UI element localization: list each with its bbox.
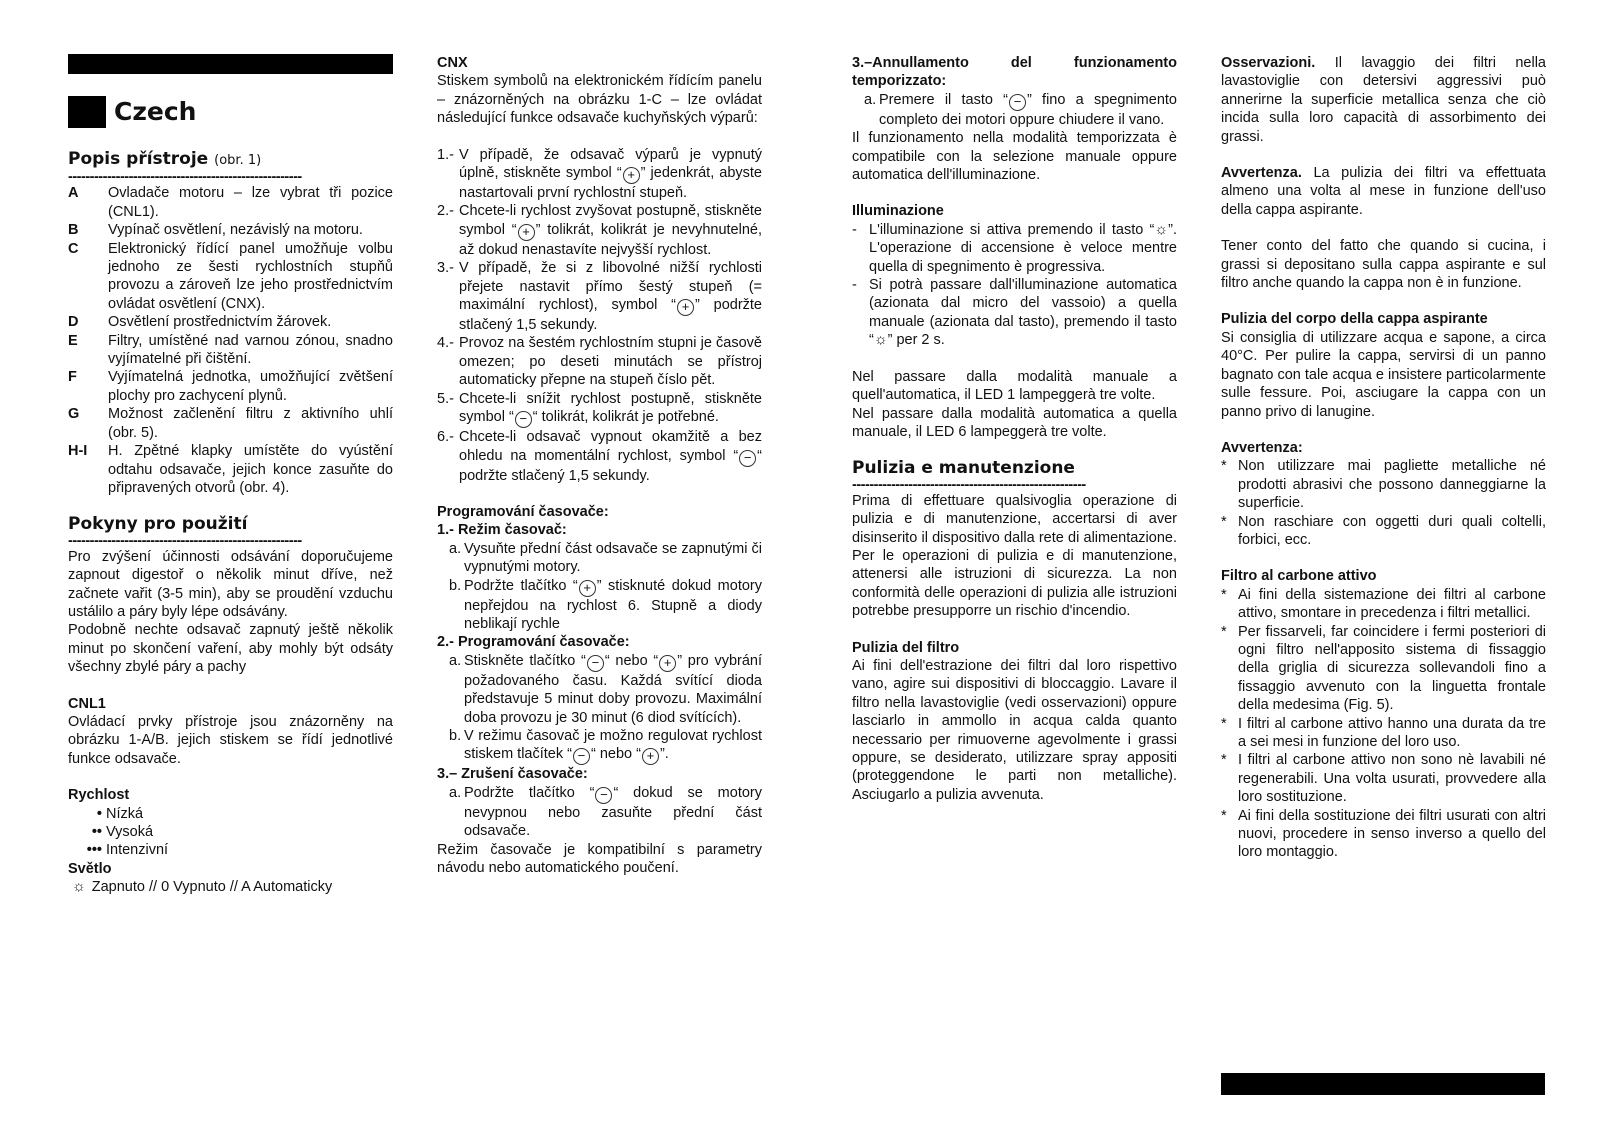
subheading-prog2: 2.- Programování časovače: <box>437 634 630 651</box>
paragraph: Nel passare dalla modalità manuale a quell'automatica, il LED 1 lampeggerà tre volte. <box>852 368 1177 404</box>
language-marker <box>68 96 106 128</box>
carbon-filter-item <box>1221 715 1546 752</box>
definition-text: Možnost začlenění filtru z aktivního uhlí (obr. 5). <box>108 406 393 441</box>
paragraph: Podobně nechte odsavač zapnutý ještě několik minut po skončení vaření, aby mohly být odsáty všechny zbylé páry a pachy <box>68 622 393 676</box>
speed-list <box>68 805 393 860</box>
paragraph: Osservazioni. Il lavaggio dei filtri nella lavastoviglie con detersivi aggressivi può annerirne la superficie metallica senza che ciò incida sulla loro capacità di assorbimento dei grassi. <box>1221 55 1547 145</box>
list-item: a. Vysuňte přední část odsavače se zapnutými či vypnutými motory. <box>449 540 762 576</box>
plus-icon: + <box>579 580 596 597</box>
subheading-corpo: Pulizia del corpo della cappa aspirante <box>1221 311 1488 328</box>
list-text: I filtri al carbone attivo non sono nè lavabili né regenerabili. Una volta usurati, provvedere alla loro sostituzione. <box>1238 752 1546 806</box>
definition-key: C <box>68 240 79 257</box>
list-item: b. Podržte tlačítko “ + ” stisknuté dokud motory nepřejdou na rychlost 6. Stupně a diody neblikají rychle <box>449 577 762 632</box>
subheading-rezim: 1.- Režim časovač: <box>437 522 567 539</box>
speed-dots: ••• <box>86 842 102 859</box>
paragraph: Prima di effettuare qualsivoglia operazione di pulizia e di manutenzione, accertarsi di aver disinserito il dispositivo dalla rete di alimentazione. Per le operazioni di pulizia e di manutenzione, attenersi alle istruzioni di sicurezza. La non conformità delle operazioni di pulizia alle istruzioni potrebbe presupporre un rischio d'incendio. <box>852 492 1177 620</box>
carbon-filter-item <box>1221 586 1546 623</box>
speed-item <box>68 841 393 859</box>
minus-icon: − <box>573 748 590 765</box>
definition-item <box>68 313 393 331</box>
list-text: Non utilizzare mai pagliette metalliche né prodotti abrasivi che possono danneggiarne la superficie. <box>1238 458 1546 512</box>
divider: ------------------------------------------------------ <box>68 170 302 185</box>
speed-label: Vysoká <box>106 824 154 840</box>
sun-icon: ☼ <box>1154 220 1169 238</box>
paragraph: Si consiglia di utilizzare acqua e sapone, a circa 40°C. Per pulire la cappa, servirsi di un panno bagnato con tale acqua e insistere particolarmente sulle fessure. Poi, asciugare la cappa con un panno privo di lanugine. <box>1221 329 1546 420</box>
language-title-row <box>68 96 393 128</box>
paragraph: Pro zvýšení účinnosti odsávání doporučujeme zapnout digestoř o několik minut dříve, než začnete vařit (3-5 min), aby se proudění vzduchu ustálilo a páry byly lépe odsávány. <box>68 548 393 620</box>
definition-key: E <box>68 332 78 349</box>
definition-key: F <box>68 369 77 386</box>
cnx-step <box>437 146 762 203</box>
language-title: Czech <box>114 96 197 126</box>
warning-list <box>1221 457 1546 549</box>
step-text: Chcete-li odsavač vypnout okamžitě a bez ohledu na momentální rychlost, symbol “ − “ podržte stlačený 1,5 sekundy. <box>459 429 762 484</box>
paragraph: Tener conto del fatto che quando si cucina, i grassi si depositano sulla cappa aspirante e sul filtro anche quando la cappa non è in funzione. <box>1221 238 1546 292</box>
list-text: Per fissarveli, far coincidere i fermi posteriori di ogni filtro nell'apposito sistema di fissaggio della griglia di sicurezza sollevandoli fino a fissaggio avvenuto con la linguetta frontale della medesima (Fig. 5). <box>1238 623 1546 714</box>
list-item: - L'illuminazione si attiva premendo il tasto “☼”. L'operazione di accensione è veloce mentre quella di spegnimento è progressiva. <box>852 220 1177 275</box>
paragraph: Ovládací prvky přístroje jsou znázorněny na obrázku 1-A/B. jejich stiskem se řídí jednotlivé funkce odsavače. <box>68 713 393 767</box>
subheading-annullamento: 3.–Annullamento del funzionamento temporizzato: <box>852 55 1177 90</box>
definition-list <box>68 184 393 497</box>
light-legend <box>68 878 393 896</box>
subheading-pulizia-filtro: Pulizia del filtro <box>852 639 960 656</box>
definition-text: H. Zpětné klapky umístěte do vyústění odtahu odsavače, jejich konce zasuňte do připravených otvorů (obr. 4). <box>108 443 393 496</box>
definition-item <box>68 240 393 314</box>
cnx-step <box>437 259 762 334</box>
list-text: Non raschiare con oggetti duri quali coltelli, forbici, ecc. <box>1238 513 1546 548</box>
definition-item <box>68 332 393 369</box>
subheading-avvertenza: Avvertenza: <box>1221 439 1303 456</box>
cnx-step <box>437 390 762 428</box>
carbon-filter-item <box>1221 751 1546 806</box>
divider: ------------------------------------------------------ <box>68 533 302 548</box>
definition-item <box>68 368 393 405</box>
subheading-zruseni: 3.– Zrušení časovače: <box>437 766 588 783</box>
bullet-mark: * <box>1221 586 1227 603</box>
cnx-step <box>437 334 762 389</box>
subheading-cnx: CNX <box>437 55 468 71</box>
sun-icon: ☼ <box>873 331 888 349</box>
cnx-step <box>437 202 762 259</box>
paragraph: Ai fini dell'estrazione dei filtri dal loro rispettivo vano, agire sui dispositivi di bloccaggio. Lavare il filtro nella lavastoviglie (vedi osservazioni) oppure lasciarlo in ammollo in acqua calda quanto necessario per rimuoverne agevolmente i grassi oppure, se desiderato, utilizzare spray appositi (proteggendone le parti non metalliche). Asciugarlo a pulizia avvenuta. <box>852 657 1177 803</box>
definition-text: Osvětlení prostřednictvím žárovek. <box>108 314 332 331</box>
bullet-mark: * <box>1221 458 1227 475</box>
minus-icon: − <box>515 411 532 428</box>
minus-icon: − <box>739 450 756 467</box>
bullet-mark: * <box>1221 623 1227 640</box>
plus-icon: + <box>642 748 659 765</box>
subheading-programovani: Programování časovače: <box>437 503 609 520</box>
paragraph: Il funzionamento nella modalità temporizzata è compatibile con la selezione manuale oppure automatica dell'illuminazione. <box>852 130 1177 184</box>
step-number: 5.- <box>437 390 454 407</box>
step-number: 3.- <box>437 260 454 277</box>
definition-item <box>68 442 393 497</box>
column-czech-1 <box>68 54 393 897</box>
footer-bar <box>1221 1073 1545 1095</box>
bullet-mark: * <box>1221 752 1227 769</box>
section-heading-popis: Popis přístroje (obr. 1) <box>68 149 262 169</box>
definition-text: Filtry, umístěné nad varnou zónou, snadno vyjímatelné při čištění. <box>108 332 393 368</box>
list-item: b. V režimu časovač je možno regulovat rychlost stiskem tlačítek “ − “ nebo “ + ”. <box>449 727 762 764</box>
column-italian-1 <box>852 54 1177 804</box>
carbon-filter-item <box>1221 807 1546 862</box>
subheading-illuminazione: Illuminazione <box>852 203 944 220</box>
paragraph: Nel passare dalla modalità automatica a quella manuale, il LED 6 lampeggerà tre volte. <box>852 405 1177 440</box>
step-text: Chcete-li snížit rychlost postupně, stiskněte symbol “ − “ tolikrát, kolikrát je potřebné. <box>459 390 762 427</box>
definition-key: A <box>68 185 79 202</box>
subheading-carbone: Filtro al carbone attivo <box>1221 568 1377 585</box>
paragraph: Stiskem symbolů na elektronickém řídícím panelu – znázorněných na obrázku 1-C – lze ovládat následující funkce odsavače kuchyňských výparů: <box>437 73 762 127</box>
definition-key: D <box>68 314 79 331</box>
speed-label: Nízká <box>106 805 144 822</box>
speed-dots: • <box>96 805 102 822</box>
speed-dots: •• <box>91 824 102 840</box>
minus-icon: − <box>587 655 604 672</box>
list-item: - Si potrà passare dall'illuminazione automatica (azionata dal micro del vassoio) a quella manuale (azionata dal tasto), premendo il tasto “☼” per 2 s. <box>852 277 1177 349</box>
step-text: V případě, že si z libovolné nižší rychlosti přejete nastavit přímo šestý stupeň (= maximální rychlost), symbol “ + ” podržte stlačený 1,5 sekundy. <box>459 260 762 334</box>
definition-key: H-I <box>68 443 88 460</box>
subheading-cnl1: CNL1 <box>68 695 106 712</box>
plus-icon: + <box>659 655 676 672</box>
definition-text: Vyjímatelná jednotka, umožňující zvětšení plochy pro zachycení plynů. <box>108 369 393 404</box>
plus-icon: + <box>677 299 694 316</box>
plus-icon: + <box>518 224 535 241</box>
speed-item <box>68 823 393 841</box>
paragraph: Avvertenza. La pulizia dei filtri va effettuata almeno una volta al mese in funzione dell'uso della cappa aspirante. <box>1221 165 1546 218</box>
carbon-filter-list <box>1221 586 1546 862</box>
step-text: Chcete-li rychlost zvyšovat postupně, stiskněte symbol “ + ” tolikrát, kolikrát je nevyhnutelné, až dokud nenastavíte nejvyšší rychlost. <box>459 203 762 258</box>
plus-icon: + <box>623 167 640 184</box>
section-heading-pulizia: Pulizia e manutenzione <box>852 458 1075 479</box>
step-text: V případě, že odsavač výparů je vypnutý úplně, stiskněte symbol “ + ” jedenkrát, abyste nastartovali první rychlostní stupeň. <box>459 146 762 202</box>
section-heading-pokyny: Pokyny pro použití <box>68 514 248 535</box>
definition-item <box>68 221 393 239</box>
step-number: 2.- <box>437 203 454 220</box>
definition-text: Ovladače motoru – lze vybrat tři pozice (CNL1). <box>108 185 393 220</box>
warning-item <box>1221 457 1546 512</box>
definition-item <box>68 405 393 442</box>
speed-label: Intenzivní <box>106 842 169 859</box>
list-item: a. Stiskněte tlačítko “ − “ nebo “ + ” pro vybrání požadovaného času. Každá svítící dioda představuje 5 minut doby provozu. Maximální doba provozu je 30 minut (6 diod svítících). <box>449 652 762 726</box>
step-number: 4.- <box>437 335 454 352</box>
step-text: Provoz na šestém rychlostním stupni je časově omezen; po deseti minutách se přístroj automaticky přepne na stupeň číslo pět. <box>459 335 762 389</box>
bullet-mark: * <box>1221 807 1227 824</box>
divider: ------------------------------------------------------ <box>852 477 1086 492</box>
definition-item <box>68 184 393 221</box>
definition-key: B <box>68 222 79 239</box>
minus-icon: − <box>1009 94 1026 111</box>
bullet-mark: * <box>1221 513 1227 530</box>
list-text: I filtri al carbone attivo hanno una durata da tre a sei mesi in funzione del loro uso. <box>1238 715 1546 750</box>
bullet-mark: * <box>1221 715 1227 732</box>
column-italian-2 <box>1221 54 1546 862</box>
step-number: 1.- <box>437 146 454 163</box>
list-text: Ai fini della sistemazione dei filtri al carbone attivo, smontare in precedenza i filtri metallici. <box>1238 586 1546 622</box>
sun-icon: ☼ <box>72 878 86 896</box>
definition-text: Vypínač osvětlení, nezávislý na motoru. <box>108 222 363 239</box>
warning-item <box>1221 513 1546 550</box>
carbon-filter-item <box>1221 623 1546 715</box>
paragraph: Režim časovače je kompatibilní s parametry návodu nebo automatického poučení. <box>437 841 762 876</box>
definition-key: G <box>68 406 80 423</box>
list-item: a. Premere il tasto “ − ” fino a spegnimento completo dei motori oppure chiudere il vano. <box>864 91 1177 128</box>
list-item: a. Podržte tlačítko “ − “ dokud se motory nevypnou nebo zasuňte přední část odsavače. <box>449 784 762 840</box>
minus-icon: − <box>595 787 612 804</box>
definition-text: Elektronický řídící panel umožňuje volbu jednoho ze šesti rychlostních stupňů provozu a zároveň lze jeho prostřednictvím ovládat osvětlení (CNX). <box>108 240 393 312</box>
subheading-svetlo: Světlo <box>68 860 112 877</box>
step-number: 6.- <box>437 429 454 446</box>
column-czech-2 <box>437 54 762 877</box>
speed-item <box>68 805 393 823</box>
header-bar <box>68 54 393 74</box>
cnx-step-list <box>437 146 762 485</box>
list-text: Ai fini della sostituzione dei filtri usurati con altri nuovi, procedere in senso inverso a quello del loro montaggio. <box>1238 807 1546 861</box>
subheading-rychlost: Rychlost <box>68 787 130 804</box>
cnx-step <box>437 428 762 485</box>
light-legend-text: Zapnuto // 0 Vypnuto // A Automaticky <box>91 879 333 896</box>
